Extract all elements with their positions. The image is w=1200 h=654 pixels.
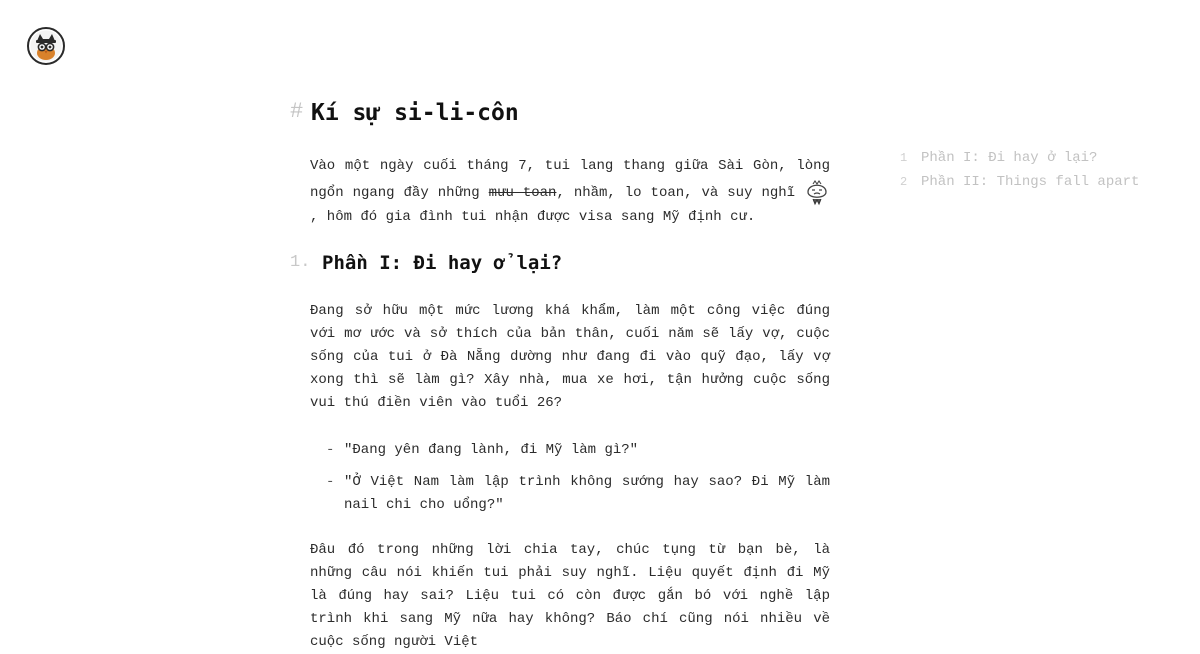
owl-logo-icon[interactable] [27, 27, 65, 65]
quote-list [290, 439, 830, 517]
title-anchor[interactable]: # [290, 99, 304, 124]
struck-text: mưu toan [488, 185, 557, 201]
article-header [290, 96, 830, 130]
list-item: - "Ở Việt Nam làm lập trình không sướng hay sao? Đi Mỹ làm nail chi cho uổng?" [326, 474, 830, 513]
section-number: 1. [290, 253, 311, 272]
section-1-heading [290, 248, 830, 278]
list-item: - "Đang yên đang lành, đi Mỹ làm gì?" [326, 442, 639, 458]
section-1-paragraph-2: Đâu đó trong những lời chia tay, chúc tụng từ bạn bè, là những câu nói khiến tui phải suy nghĩ. Liệu quyết định đi Mỹ là đúng hay sai? Liệu tui có còn được gắn bó với nghề lập trình khi sang Mỹ nữa hay không? Báo chí cũng nói nhiều về cuộc sống người Việt [310, 542, 830, 650]
page-title: Kí sự si-li-côn [311, 100, 519, 126]
section-1-paragraph-1: Đang sở hữu một mức lương khá khẩm, làm một công việc đúng với mơ ước và sở thích của bản thân, cuối năm sẽ lấy vợ, cuộc sống của tui ở Đà Nẵng dường như đang đi vào quỹ đạo, lấy vợ xong thì sẽ làm gì? Xây nhà, mua xe hơi, tận hưởng cuộc sống vui thú điền viên vào tuổi 26? [310, 303, 830, 411]
thinking-face-icon [804, 178, 830, 206]
table-of-contents [900, 146, 1190, 194]
toc-item-part-1[interactable]: 1 Phần I: Đi hay ở lại? [900, 146, 1190, 170]
article [290, 96, 830, 654]
toc-item-part-2[interactable]: 2 Phần II: Things fall apart [900, 170, 1190, 194]
toc-item-label: Phần I: Đi hay ở lại? [921, 150, 1098, 166]
intro-paragraph: Vào một ngày cuối tháng 7, tui lang thang giữa Sài Gòn, lòng ngổn ngang đầy những mưu toan, nhầm, lo toan, và suy nghĩ , hôm đó gia đình tui nhận được visa sang Mỹ định cư. [310, 158, 830, 225]
toc-item-label: Phần II: Things fall apart [921, 174, 1140, 190]
section-title: Phần I: Đi hay ở lại? [322, 252, 563, 274]
